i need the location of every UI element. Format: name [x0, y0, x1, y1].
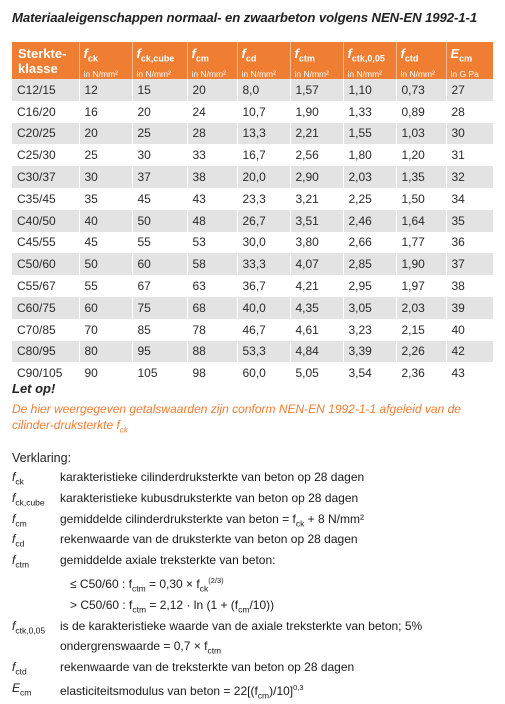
table-cell: 42 [446, 341, 493, 363]
header-symbol: $f_{ck}$ [83, 46, 98, 64]
header-col-cm [446, 42, 493, 79]
table-cell: 38 [187, 166, 237, 188]
table-row [12, 144, 493, 166]
table-cell: 13,3 [237, 123, 290, 145]
table-cell: 33,3 [237, 253, 290, 275]
table-cell: 2,03 [343, 166, 396, 188]
table-cell: 0,73 [396, 79, 446, 101]
table-cell: 2,03 [396, 297, 446, 319]
header-symbol: $E_{cm}$ [450, 46, 473, 64]
table-cell: 85 [132, 319, 187, 341]
table-cell: 105 [132, 362, 187, 384]
table-cell: 70 [79, 319, 132, 341]
strength-class-cell: C35/45 [12, 188, 79, 210]
table-cell: 4,21 [290, 275, 343, 297]
table-cell: 55 [79, 275, 132, 297]
table-cell: 1,03 [396, 123, 446, 145]
header-symbol: $f_{cd}$ [241, 46, 257, 64]
warning-heading: Let op! [12, 381, 56, 396]
header-unit: in G Pa [450, 68, 479, 79]
table-cell: 15 [132, 79, 187, 101]
table-row [12, 297, 493, 319]
def-text: elasticiteitsmodulus van beton = $22[(f_{cm})/10]^{0,3}$ [60, 682, 304, 701]
def-text: karakteristieke cilinderdruksterkte van beton op 28 dagen [60, 470, 365, 484]
table-header [12, 42, 493, 79]
table-cell: 75 [132, 297, 187, 319]
def-symbol: $f_{cd}$ [12, 532, 25, 549]
table-cell: 60 [132, 253, 187, 275]
table-cell: 33 [187, 144, 237, 166]
table-cell: 67 [132, 275, 187, 297]
warning-note [12, 401, 497, 438]
table-row [12, 123, 493, 145]
table-cell: 45 [132, 188, 187, 210]
table-cell: 40 [79, 210, 132, 232]
table-cell: 1,64 [396, 210, 446, 232]
header-col-cd [237, 42, 290, 79]
table-cell: 53 [187, 232, 237, 254]
def-text: gemiddelde axiale treksterkte van beton: [60, 553, 276, 568]
table-cell: 24 [187, 101, 237, 123]
table-cell: 53,3 [237, 341, 290, 363]
table-cell: 2,56 [290, 144, 343, 166]
table-cell: 3,39 [343, 341, 396, 363]
header-unit: in N/mm² [83, 68, 118, 79]
strength-class-cell: C55/67 [12, 275, 79, 297]
table-cell: 31 [446, 144, 493, 166]
table-row [12, 319, 493, 341]
table-cell: 63 [187, 275, 237, 297]
strength-class-cell: C30/37 [12, 166, 79, 188]
table-cell: 10,7 [237, 101, 290, 123]
def-text: rekenwaarde van de treksterkte van beton op 28 dagen [60, 660, 355, 675]
table-cell: 55 [132, 232, 187, 254]
strength-class-cell: C50/60 [12, 253, 79, 275]
table-cell: 2,36 [396, 362, 446, 384]
def-text: rekenwaarde van de druksterkte van beton op 28 dagen [60, 532, 358, 547]
table-cell: 25 [79, 144, 132, 166]
properties-table [12, 42, 493, 384]
table-cell: 3,21 [290, 188, 343, 210]
table-cell: 1,35 [396, 166, 446, 188]
header-class-line1: Sterkte- [18, 46, 67, 61]
header-col-ctm [290, 42, 343, 79]
table-cell: 30,0 [237, 232, 290, 254]
table-cell: 2,26 [396, 341, 446, 363]
header-col-ck [79, 42, 132, 79]
table-cell: 2,15 [396, 319, 446, 341]
table-cell: 5,05 [290, 362, 343, 384]
table-cell: 40 [446, 319, 493, 341]
table-cell: 34 [446, 188, 493, 210]
table-cell: 1,55 [343, 123, 396, 145]
definition-row [12, 618, 500, 639]
table-cell: 68 [187, 297, 237, 319]
definition-row [12, 490, 500, 511]
table-row [12, 362, 493, 384]
table-cell: 1,20 [396, 144, 446, 166]
def-symbol: $f_{cm}$ [12, 511, 27, 528]
table-cell: 38 [446, 275, 493, 297]
strength-class-cell: C45/55 [12, 232, 79, 254]
definition-row [12, 511, 500, 532]
table-cell: 1,90 [290, 101, 343, 123]
table-cell: 50 [132, 210, 187, 232]
ctm-formula-1: ≤ C50/60 : $f_{ctm} = 0,30 \times f_{ck}^{(2/3)}$ [70, 575, 224, 594]
strength-class-cell: C16/20 [12, 101, 79, 123]
table-cell: 2,85 [343, 253, 396, 275]
table-cell: 3,54 [343, 362, 396, 384]
strength-class-cell: C60/75 [12, 297, 79, 319]
table-cell: 2,90 [290, 166, 343, 188]
strength-class-cell: C25/30 [12, 144, 79, 166]
header-symbol: $f_{ck,cube}$ [136, 46, 175, 64]
table-cell: 1,97 [396, 275, 446, 297]
table-cell: 1,57 [290, 79, 343, 101]
table-cell: 39 [446, 297, 493, 319]
table-row [12, 79, 493, 101]
strength-class-cell: C80/95 [12, 341, 79, 363]
table-cell: 0,89 [396, 101, 446, 123]
table-cell: 2,95 [343, 275, 396, 297]
note-sym: f [116, 418, 120, 432]
note-text: De hier weergegeven getalswaarden zijn conform NEN-EN 1992-1-1 afgeleid van de cilinder-druksterkte [12, 402, 461, 432]
table-cell: 88 [187, 341, 237, 363]
table-cell: 80 [79, 341, 132, 363]
table-cell: 4,61 [290, 319, 343, 341]
table-row [12, 166, 493, 188]
table-cell: 1,10 [343, 79, 396, 101]
header-symbol: $f_{ctd}$ [400, 46, 419, 64]
header-class [12, 42, 79, 79]
table-cell: 3,05 [343, 297, 396, 319]
table-row [12, 253, 493, 275]
table-cell: 98 [187, 362, 237, 384]
table-row [12, 275, 493, 297]
def-text: is de karakteristieke waarde van de axiale treksterkte van beton; 5% [60, 618, 423, 633]
definition-row [12, 531, 500, 552]
table-cell: 46,7 [237, 319, 290, 341]
table-row [12, 101, 493, 123]
header-unit: in N/mm² [294, 68, 329, 79]
table-cell: 4,35 [290, 297, 343, 319]
header-unit: in N/mm² [347, 68, 382, 79]
table-cell: 1,33 [343, 101, 396, 123]
def-symbol: $f_{ctm}$ [12, 553, 30, 570]
table-cell: 32 [446, 166, 493, 188]
definition-row [12, 680, 500, 704]
table-cell: 90 [79, 362, 132, 384]
table-cell: 95 [132, 341, 187, 363]
table-cell: 58 [187, 253, 237, 275]
legend-heading: Verklaring: [12, 451, 72, 465]
table-cell: 2,66 [343, 232, 396, 254]
table-cell: 3,80 [290, 232, 343, 254]
def-symbol: $f_{ck}$ [12, 470, 24, 487]
definition-row [12, 659, 500, 680]
table-cell: 3,51 [290, 210, 343, 232]
strength-class-cell: C12/15 [12, 79, 79, 101]
table-row [12, 341, 493, 363]
table-cell: 43 [446, 362, 493, 384]
strength-class-cell: C70/85 [12, 319, 79, 341]
table-cell: 27 [446, 79, 493, 101]
table-cell: 60 [79, 297, 132, 319]
table-cell: 37 [446, 253, 493, 275]
table-row [12, 232, 493, 254]
header-unit: in N/mm² [191, 68, 226, 79]
table-cell: 35 [79, 188, 132, 210]
def-symbol: $E_{cm}$ [12, 680, 32, 698]
table-cell: 16,7 [237, 144, 290, 166]
table-cell: 45 [79, 232, 132, 254]
table-cell: 8,0 [237, 79, 290, 101]
page-title: Materiaaleigenschappen normaal- en zwaarbeton volgens NEN-EN 1992-1-1 [12, 10, 478, 25]
header-unit: in N/mm² [136, 68, 171, 79]
table-cell: 16 [79, 101, 132, 123]
table-cell: 1,80 [343, 144, 396, 166]
def-symbol: $f_{ck,cube}$ [12, 490, 45, 508]
table-cell: 20,0 [237, 166, 290, 188]
table-cell: 30 [132, 144, 187, 166]
table-cell: 35 [446, 210, 493, 232]
table-cell: 1,77 [396, 232, 446, 254]
header-col-ctk-0-05 [343, 42, 396, 79]
table-cell: 28 [446, 101, 493, 123]
header-col-ctd [396, 42, 446, 79]
table-cell: 1,50 [396, 188, 446, 210]
def-symbol: $f_{ctk,0,05}$ [12, 618, 46, 635]
table-cell: 20 [187, 79, 237, 101]
ctk-continuation: ondergrenswaarde = $0,7 \times f_{ctm}$ [60, 639, 222, 656]
header-unit: in N/mm² [241, 68, 276, 79]
def-text: karakteristieke kubusdruksterkte van beton op 28 dagen [60, 490, 359, 505]
strength-class-cell: C40/50 [12, 210, 79, 232]
table-cell: 12 [79, 79, 132, 101]
table-cell: 20 [132, 101, 187, 123]
table-cell: 30 [79, 166, 132, 188]
table-cell: 4,84 [290, 341, 343, 363]
header-col-ck-cube [132, 42, 187, 79]
table-cell: 43 [187, 188, 237, 210]
strength-class-cell: C20/25 [12, 123, 79, 145]
header-symbol: $f_{ctk,0,05}$ [347, 46, 385, 64]
table-cell: 37 [132, 166, 187, 188]
table-cell: 2,21 [290, 123, 343, 145]
definition-row [12, 552, 500, 573]
header-col-cm [187, 42, 237, 79]
table-cell: 30 [446, 123, 493, 145]
table-cell: 20 [79, 123, 132, 145]
table-cell: 23,3 [237, 188, 290, 210]
definition-row [12, 469, 500, 490]
table-cell: 78 [187, 319, 237, 341]
table-cell: 25 [132, 123, 187, 145]
table-cell: 48 [187, 210, 237, 232]
table-row [12, 188, 493, 210]
legend-definitions [12, 469, 500, 704]
table-cell: 4,07 [290, 253, 343, 275]
def-symbol: $f_{ctd}$ [12, 660, 27, 677]
table-cell: 2,46 [343, 210, 396, 232]
table-cell: 40,0 [237, 297, 290, 319]
table-cell: 36,7 [237, 275, 290, 297]
table-cell: 60,0 [237, 362, 290, 384]
table-cell: 1,90 [396, 253, 446, 275]
header-symbol: $f_{cm}$ [191, 46, 209, 64]
table-cell: 26,7 [237, 210, 290, 232]
header-class-line2: klasse [18, 61, 58, 76]
table-row [12, 210, 493, 232]
def-text: gemiddelde cilinderdruksterkte van beton = $f_{ck} + 8$ N/mm² [60, 511, 364, 528]
table-cell: 3,23 [343, 319, 396, 341]
header-unit: in N/mm² [400, 68, 435, 79]
header-symbol: $f_{ctm}$ [294, 46, 315, 64]
ctm-formula-2: > C50/60 : $f_{ctm} = 2,12 \cdot \ln (1 + (f_{cm}/10))$ [70, 597, 275, 615]
table-cell: 28 [187, 123, 237, 145]
strength-class-cell: C90/105 [12, 362, 79, 384]
table-cell: 50 [79, 253, 132, 275]
table-cell: 36 [446, 232, 493, 254]
table-cell: 2,25 [343, 188, 396, 210]
note-sub: ck [119, 425, 128, 435]
